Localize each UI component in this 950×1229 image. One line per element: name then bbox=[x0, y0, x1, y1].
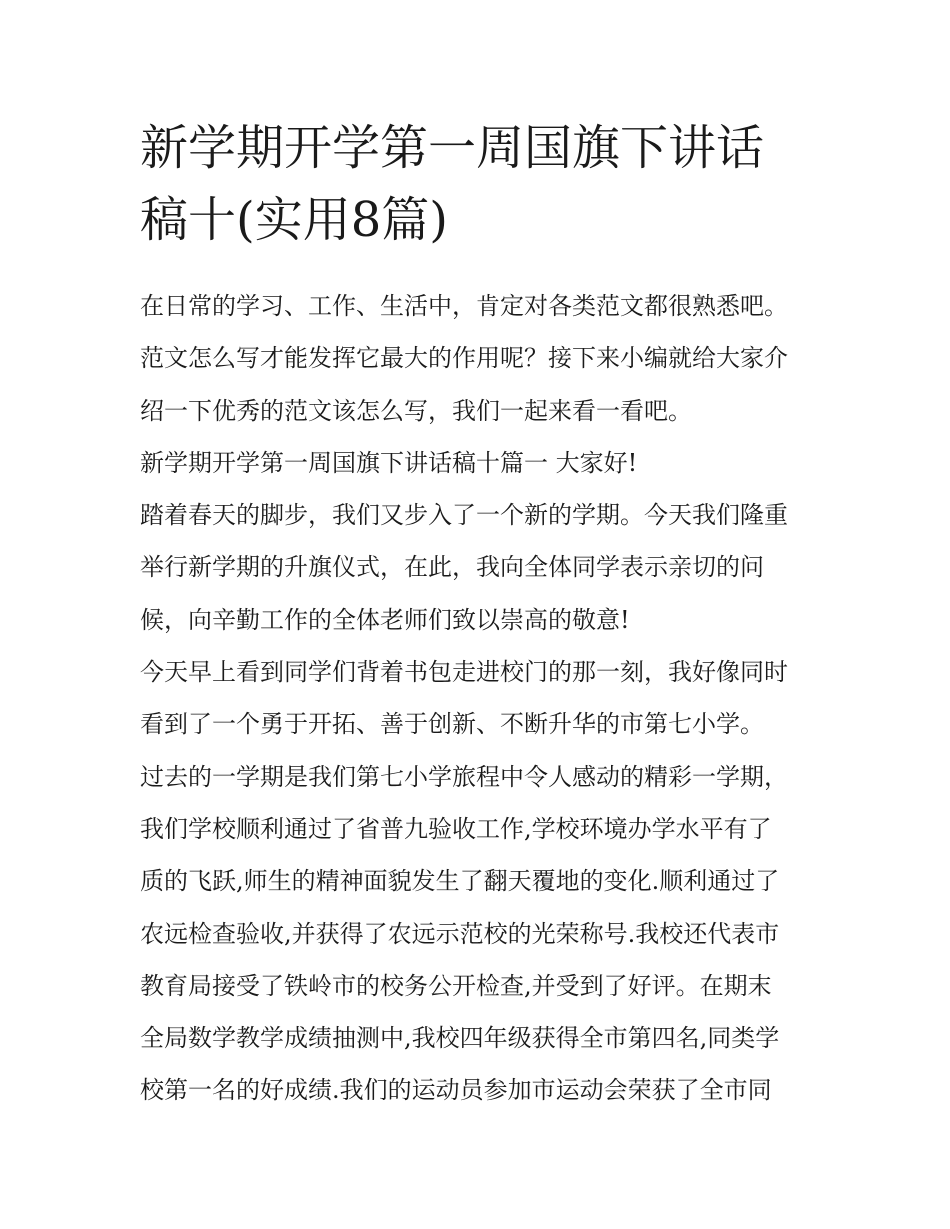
body-line: 教育局接受了铁岭市的校务公开检查,并受到了好评。在期末 bbox=[140, 971, 772, 1000]
title-line: 新学期开学第一周国旗下讲话 bbox=[140, 120, 765, 176]
document-title bbox=[140, 112, 830, 256]
body-line: 举行新学期的升旗仪式，在此，我向全体同学表示亲切的问 bbox=[140, 553, 764, 582]
body-line: 今天早上看到同学们背着书包走进校门的那一刻，我好像同时 bbox=[140, 658, 788, 687]
body-line: 范文怎么写才能发挥它最大的作用呢？接下来小编就给大家介 bbox=[140, 344, 788, 373]
body-line: 看到了一个勇于开拓、善于创新、不断升华的市第七小学。 bbox=[140, 710, 764, 739]
body-line: 我们学校顺利通过了省普九验收工作,学校环境办学水平有了 bbox=[140, 814, 772, 843]
body-line: 校第一名的好成绩.我们的运动员参加市运动会荣获了全市同 bbox=[140, 1076, 772, 1105]
body-line: 新学期开学第一周国旗下讲话稿十篇一 大家好! bbox=[140, 448, 638, 477]
body-line: 在日常的学习、工作、生活中，肯定对各类范文都很熟悉吧。 bbox=[140, 292, 788, 320]
body-line: 质的飞跃,师生的精神面貌发生了翻天覆地的变化.顺利通过了 bbox=[140, 867, 780, 896]
body-line: 绍一下优秀的范文该怎么写，我们一起来看一看吧。 bbox=[140, 396, 692, 425]
body-line: 踏着春天的脚步，我们又步入了一个新的学期。今天我们隆重 bbox=[140, 501, 788, 530]
title-line: 稿十(实用8篇) bbox=[140, 192, 448, 248]
body-line: 候，向辛勤工作的全体老师们致以崇高的敬意! bbox=[140, 605, 630, 634]
body-line: 全局数学教学成绩抽测中,我校四年级获得全市第四名,同类学 bbox=[140, 1024, 780, 1053]
body-line: 过去的一学期是我们第七小学旅程中令人感动的精彩一学期， bbox=[140, 762, 788, 791]
document-body bbox=[140, 280, 830, 1117]
body-line: 农远检查验收,并获得了农远示范校的光荣称号.我校还代表市 bbox=[140, 919, 780, 948]
